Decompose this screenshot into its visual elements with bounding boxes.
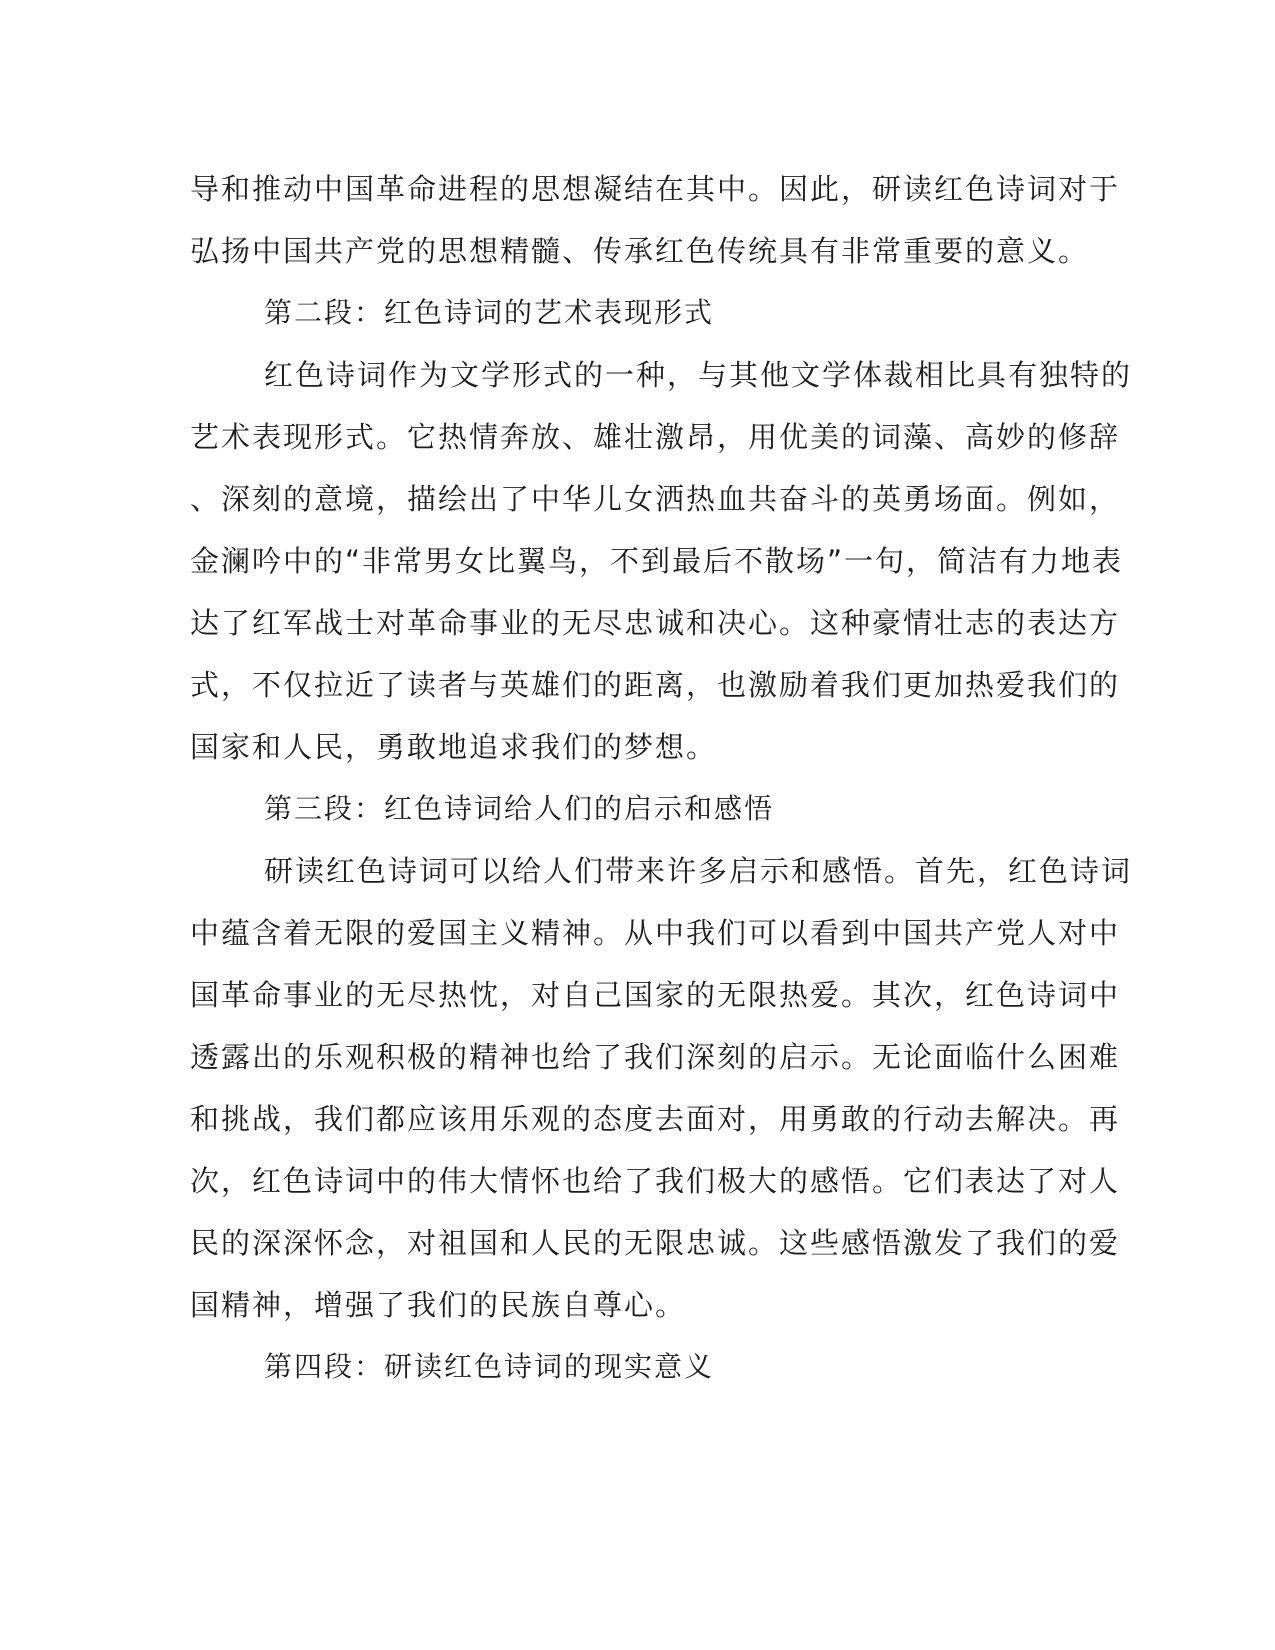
paragraph-line: 透露出的乐观积极的精神也给了我们深刻的启示。无论面临什么困难 [190, 1040, 1121, 1074]
paragraph-line: 国精神，增强了我们的民族自尊心。 [190, 1288, 687, 1322]
paragraph-line: 国革命事业的无尽热忱，对自己国家的无限热爱。其次，红色诗词中 [190, 978, 1121, 1012]
paragraph-line: 国家和人民，勇敢地追求我们的梦想。 [190, 730, 718, 764]
section-heading-4: 第四段：研读红色诗词的现实意义 [264, 1350, 715, 1383]
paragraph-line: 金澜吟中的“非常男女比翼鸟，不到最后不散场”一句，简洁有力地表 [190, 544, 1124, 578]
paragraph-line: 次，红色诗词中的伟大情怀也给了我们极大的感悟。它们表达了对人 [190, 1164, 1121, 1198]
paragraph-line: 民的深深怀念，对祖国和人民的无限忠诚。这些感悟激发了我们的爱 [190, 1226, 1121, 1260]
paragraph-line: 达了红军战士对革命事业的无尽忠诚和决心。这种豪情壮志的表达方 [190, 606, 1121, 640]
paragraph-line: 艺术表现形式。它热情奔放、雄壮激昂，用优美的词藻、高妙的修辞 [190, 420, 1121, 454]
paragraph-line: 导和推动中国革命进程的思想凝结在其中。因此，研读红色诗词对于 [190, 172, 1121, 206]
paragraph-line: 、深刻的意境，描绘出了中华儿女洒热血共奋斗的英勇场面。例如， [190, 482, 1121, 516]
paragraph-line: 式，不仅拉近了读者与英雄们的距离，也激励着我们更加热爱我们的 [190, 668, 1121, 702]
paragraph-line: 红色诗词作为文学形式的一种，与其他文学体裁相比具有独特的 [264, 358, 1133, 392]
section-heading-2: 第二段：红色诗词的艺术表现形式 [264, 296, 715, 329]
paragraph-line: 中蕴含着无限的爱国主义精神。从中我们可以看到中国共产党人对中 [190, 916, 1121, 950]
paragraph-line: 和挑战，我们都应该用乐观的态度去面对，用勇敢的行动去解决。再 [190, 1102, 1121, 1136]
paragraph-line: 研读红色诗词可以给人们带来许多启示和感悟。首先，红色诗词 [264, 854, 1133, 888]
section-heading-3: 第三段：红色诗词给人们的启示和感悟 [264, 792, 775, 825]
paragraph-line: 弘扬中国共产党的思想精髓、传承红色传统具有非常重要的意义。 [190, 234, 1090, 268]
document-body [190, 158, 1133, 1398]
